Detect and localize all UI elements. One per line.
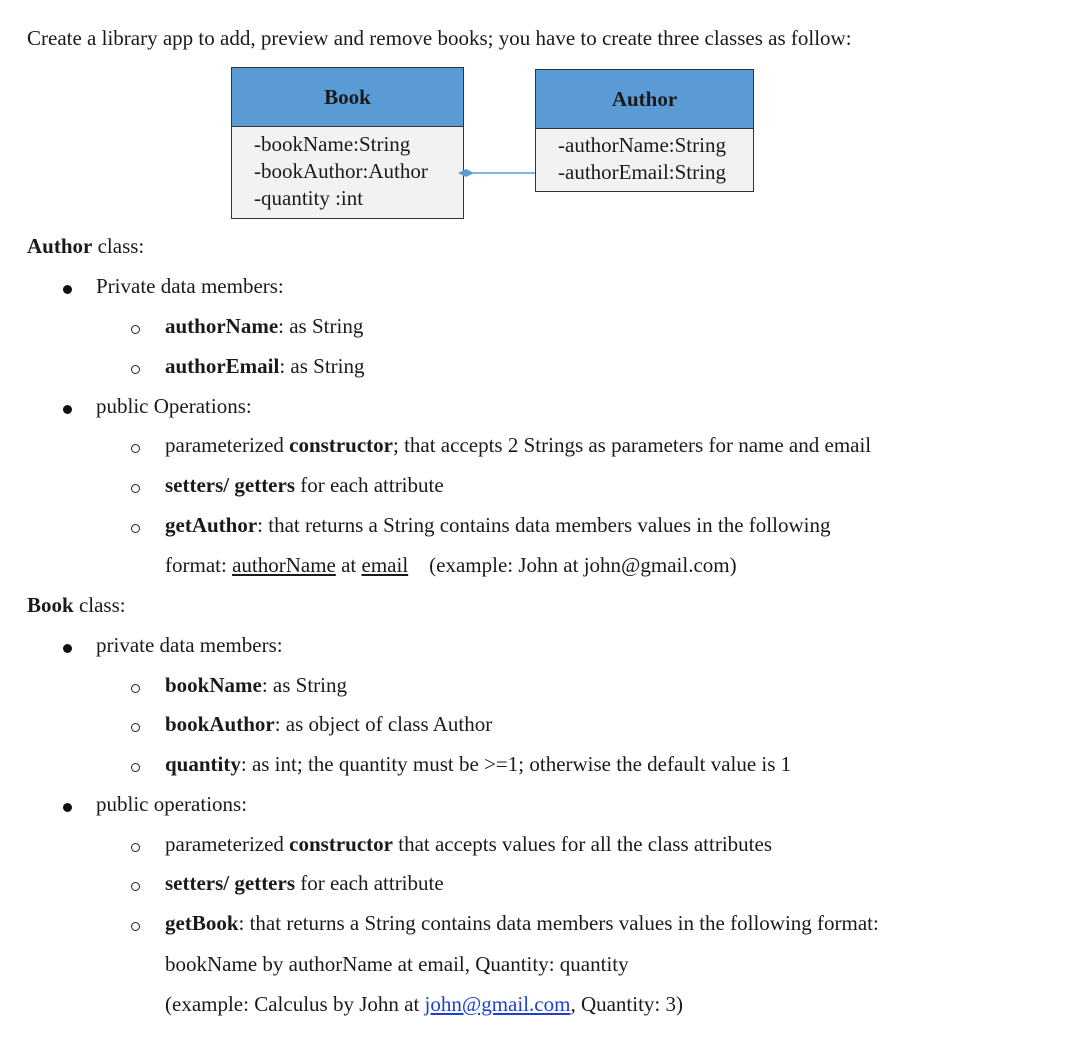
- author-setters-item: setters/ getters for each attribute: [165, 473, 444, 497]
- circle-bullet-icon: [131, 882, 140, 891]
- book-format-line: bookName by authorName at email, Quantity: quantity: [165, 952, 629, 976]
- circle-bullet-icon: [131, 922, 140, 931]
- book-getbook-item: getBook: that returns a String contains data members values in the following format:: [165, 911, 879, 935]
- bullet-icon: [63, 285, 72, 294]
- circle-bullet-icon: [131, 843, 140, 852]
- circle-bullet-icon: [131, 444, 140, 453]
- author-attr-email: -authorEmail:String: [558, 160, 726, 184]
- aggregation-diamond-icon: [458, 169, 474, 177]
- circle-bullet-icon: [131, 684, 140, 693]
- bullet-icon: [63, 803, 72, 812]
- author-format-line: format: authorName at email (example: John at john@gmail.com): [165, 553, 737, 577]
- book-private-item: bookName: as String: [165, 673, 348, 697]
- author-class-title: Author: [536, 70, 753, 129]
- book-section-heading: Book class:: [27, 593, 126, 617]
- book-class-title: Book: [232, 68, 463, 127]
- book-example-line: (example: Calculus by John at john@gmail.com, Quantity: 3): [165, 992, 684, 1016]
- circle-bullet-icon: [131, 524, 140, 533]
- circle-bullet-icon: [131, 484, 140, 493]
- book-private-item: bookAuthor: as object of class Author: [165, 712, 493, 736]
- book-attr-bookname: -bookName:String: [254, 132, 411, 156]
- author-section-heading: Author class:: [27, 234, 145, 258]
- book-attr-quantity: -quantity :int: [254, 186, 364, 210]
- author-getauthor-item: getAuthor: that returns a String contains data members values in the following: [165, 513, 831, 537]
- book-setters-item: setters/ getters for each attribute: [165, 871, 444, 895]
- intro-text: Create a library app to add, preview and remove books; you have to create three classes as follow:: [27, 26, 852, 50]
- book-private-label: private data members:: [96, 633, 283, 657]
- circle-bullet-icon: [131, 325, 140, 334]
- author-private-item: authorEmail: as String: [165, 354, 365, 378]
- circle-bullet-icon: [131, 365, 140, 374]
- circle-bullet-icon: [131, 763, 140, 772]
- author-public-label: public Operations:: [96, 394, 252, 418]
- author-private-label: Private data members:: [96, 274, 284, 298]
- book-class-attributes: [232, 127, 463, 212]
- book-attr-bookauthor: -bookAuthor:Author: [254, 159, 428, 183]
- bullet-icon: [63, 405, 72, 414]
- author-constructor-item: parameterized constructor; that accepts 2 Strings as parameters for name and email: [165, 433, 872, 457]
- author-class-attributes: [536, 129, 753, 186]
- book-private-item: quantity: as int; the quantity must be >=1; otherwise the default value is 1: [165, 752, 792, 776]
- association-connector: [458, 166, 538, 180]
- email-link[interactable]: john@gmail.com: [424, 992, 571, 1016]
- circle-bullet-icon: [131, 723, 140, 732]
- book-public-label: public operations:: [96, 792, 248, 816]
- book-constructor-item: parameterized constructor that accepts values for all the class attributes: [165, 832, 773, 856]
- author-private-item: authorName: as String: [165, 314, 364, 338]
- book-class-box: [231, 67, 464, 219]
- bullet-icon: [63, 644, 72, 653]
- author-attr-name: -authorName:String: [558, 133, 726, 157]
- author-class-box: [535, 69, 754, 192]
